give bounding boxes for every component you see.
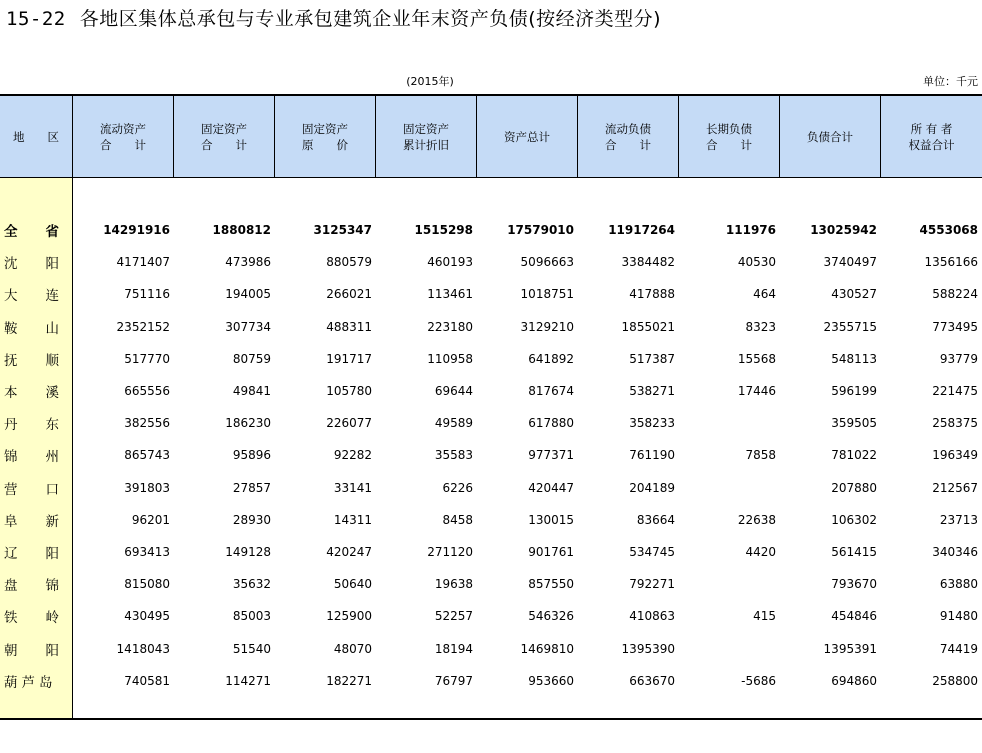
table-cell: 359505 xyxy=(831,416,877,431)
table-cell: 35583 xyxy=(434,448,473,463)
table-cell: 105780 xyxy=(326,384,372,399)
table-cell: 548113 xyxy=(831,351,877,366)
table-cell: 92282 xyxy=(333,448,372,463)
table-number: 15-22 xyxy=(6,8,66,30)
table-cell: 271120 xyxy=(427,544,473,559)
table-cell: 221475 xyxy=(932,384,978,399)
table-cell: 538271 xyxy=(629,384,675,399)
table-cell: 473986 xyxy=(225,255,271,270)
table-cell: 85003 xyxy=(232,609,271,624)
table-cell: 865743 xyxy=(124,448,170,463)
table-cell: 6226 xyxy=(442,480,473,495)
region-label xyxy=(0,472,72,504)
table-header xyxy=(0,96,982,178)
table-cell: 204189 xyxy=(629,480,675,495)
region-label-part: 全 xyxy=(4,224,18,241)
table-cell: 63880 xyxy=(939,577,978,592)
column-header: 长期负债 合 计 xyxy=(679,96,780,177)
table-cell: 751116 xyxy=(124,287,170,302)
table-cell: 3740497 xyxy=(823,255,877,270)
region-label-part: 锦 xyxy=(45,578,59,595)
table-cell: 815080 xyxy=(124,577,170,592)
table-cell: 74419 xyxy=(939,641,978,656)
table-cell: 1515298 xyxy=(414,223,473,238)
table-cell: 106302 xyxy=(831,512,877,527)
table-cell: 1469810 xyxy=(520,641,574,656)
region-label-part: 山 xyxy=(45,320,59,337)
region-label xyxy=(0,407,72,439)
region-column xyxy=(0,178,73,718)
region-label xyxy=(0,600,72,632)
column-header: 流动负债 合 计 xyxy=(578,96,679,177)
table-row xyxy=(73,246,982,278)
table-cell: 488311 xyxy=(326,319,372,334)
table-cell: 196349 xyxy=(932,448,978,463)
table-cell: 182271 xyxy=(326,673,372,688)
table-cell: 13025942 xyxy=(810,223,877,238)
table-cell: 420447 xyxy=(528,480,574,495)
table-cell: 454846 xyxy=(831,609,877,624)
region-label xyxy=(0,311,72,343)
region-label-part: 沈 xyxy=(4,256,18,273)
table-cell: 901761 xyxy=(528,544,574,559)
table-cell: 417888 xyxy=(629,287,675,302)
table-cell: 596199 xyxy=(831,384,877,399)
table-cell: 266021 xyxy=(326,287,372,302)
table-cell: 1418043 xyxy=(116,641,170,656)
column-header: 固定资产 原 价 xyxy=(275,96,376,177)
table-cell: 226077 xyxy=(326,416,372,431)
region-label-part: 岭 xyxy=(45,610,59,627)
table-cell: 8458 xyxy=(442,512,473,527)
table-cell: 817674 xyxy=(528,384,574,399)
table-cell: 18194 xyxy=(434,641,473,656)
table-cell: 50640 xyxy=(333,577,372,592)
table-cell: 693413 xyxy=(124,544,170,559)
table-cell: 561415 xyxy=(831,544,877,559)
region-label-part: 溪 xyxy=(45,385,59,402)
region-label-part: 营 xyxy=(4,481,18,498)
table-cell: 207880 xyxy=(831,480,877,495)
table-row xyxy=(73,407,982,439)
table-cell: 464 xyxy=(753,287,776,302)
table-row xyxy=(73,278,982,310)
table-row xyxy=(73,343,982,375)
region-label xyxy=(0,375,72,407)
table-cell: 517770 xyxy=(124,351,170,366)
table-cell: 11917264 xyxy=(608,223,675,238)
table-cell: 781022 xyxy=(831,448,877,463)
table-cell: 977371 xyxy=(528,448,574,463)
region-label-part: 口 xyxy=(45,481,59,498)
table-cell: 19638 xyxy=(434,577,473,592)
table-cell: 534745 xyxy=(629,544,675,559)
year-label: (2015年) xyxy=(406,75,454,88)
table-cell: 130015 xyxy=(528,512,574,527)
table-row xyxy=(73,311,982,343)
region-label-part: 朝 xyxy=(4,642,18,659)
table-cell: 773495 xyxy=(932,319,978,334)
table-cell: 546326 xyxy=(528,609,574,624)
region-label-part: 州 xyxy=(45,449,59,466)
table-cell: 93779 xyxy=(939,351,978,366)
table-row xyxy=(73,536,982,568)
table-cell: 95896 xyxy=(232,448,271,463)
region-label-part: 阜 xyxy=(4,513,18,530)
table-cell: 223180 xyxy=(427,319,473,334)
table-cell: 51540 xyxy=(232,641,271,656)
region-label xyxy=(0,439,72,471)
table-cell: 410863 xyxy=(629,609,675,624)
table-cell: 186230 xyxy=(225,416,271,431)
table-cell: 125900 xyxy=(326,609,372,624)
table-cell: 212567 xyxy=(932,480,978,495)
table-cell: 307734 xyxy=(225,319,271,334)
table-cell: 694860 xyxy=(831,673,877,688)
table-cell: 382556 xyxy=(124,416,170,431)
table-cell: 91480 xyxy=(939,609,978,624)
table-cell: 1880812 xyxy=(212,223,271,238)
table-cell: 1855021 xyxy=(621,319,675,334)
table-cell: 665556 xyxy=(124,384,170,399)
table-cell: 4171407 xyxy=(116,255,170,270)
unit-label: 单位：千元 xyxy=(923,75,978,88)
region-label-part: 连 xyxy=(45,288,59,305)
table-cell: 258375 xyxy=(932,416,978,431)
table-cell: 83664 xyxy=(636,512,675,527)
region-label-part: 锦 xyxy=(4,449,18,466)
column-header: 固定资产 累计折旧 xyxy=(376,96,477,177)
table-cell: 110958 xyxy=(427,351,473,366)
table-cell: 460193 xyxy=(427,255,473,270)
table-row xyxy=(73,632,982,664)
region-label xyxy=(0,343,72,375)
table-row xyxy=(73,214,982,246)
table-cell: 3384482 xyxy=(621,255,675,270)
column-header: 固定资产 合 计 xyxy=(174,96,275,177)
table-cell: 15568 xyxy=(737,351,776,366)
region-label xyxy=(0,504,72,536)
region-label-part: 新 xyxy=(45,513,59,530)
region-label-part: 鞍 xyxy=(4,320,18,337)
column-header: 所 有 者 权益合计 xyxy=(881,96,982,177)
region-label xyxy=(0,568,72,600)
table-cell: 430495 xyxy=(124,609,170,624)
table-cell: 69644 xyxy=(434,384,473,399)
table-cell: 194005 xyxy=(225,287,271,302)
column-header: 资产总计 xyxy=(477,96,578,177)
table-cell: 4420 xyxy=(745,544,776,559)
table-cell: 48070 xyxy=(333,641,372,656)
table-cell: 49589 xyxy=(434,416,473,431)
table-cell: 740581 xyxy=(124,673,170,688)
table-cell: 258800 xyxy=(932,673,978,688)
table-cell: 3125347 xyxy=(313,223,372,238)
data-rows xyxy=(73,178,982,718)
table-cell: 2352152 xyxy=(116,319,170,334)
table-row xyxy=(73,665,982,697)
region-label xyxy=(0,278,72,310)
region-label-part: 东 xyxy=(45,417,59,434)
column-header: 负债合计 xyxy=(780,96,881,177)
region-label-part: 盘 xyxy=(4,578,18,595)
table-title: 各地区集体总承包与专业承包建筑企业年末资产负债(按经济类型分) xyxy=(79,8,662,30)
table-cell: 27857 xyxy=(232,480,271,495)
table-cell: 22638 xyxy=(737,512,776,527)
table-cell: 80759 xyxy=(232,351,271,366)
region-label-part: 阳 xyxy=(45,256,59,273)
table-body xyxy=(0,178,982,720)
table-cell: 149128 xyxy=(225,544,271,559)
table-cell: 761190 xyxy=(629,448,675,463)
table-cell: 517387 xyxy=(629,351,675,366)
table-row xyxy=(73,600,982,632)
table-cell: 340346 xyxy=(932,544,978,559)
region-label xyxy=(0,246,72,278)
table-row xyxy=(73,568,982,600)
table-cell: 5096663 xyxy=(520,255,574,270)
region-label-part: 顺 xyxy=(45,352,59,369)
table-cell: 953660 xyxy=(528,673,574,688)
table-cell: 8323 xyxy=(745,319,776,334)
table-cell: 663670 xyxy=(629,673,675,688)
table-cell: 49841 xyxy=(232,384,271,399)
table-cell: 35632 xyxy=(232,577,271,592)
table-cell: 588224 xyxy=(932,287,978,302)
table-cell: 880579 xyxy=(326,255,372,270)
table-cell: 23713 xyxy=(939,512,978,527)
table-cell: 792271 xyxy=(629,577,675,592)
table-cell: -5686 xyxy=(741,673,776,688)
table-row xyxy=(73,472,982,504)
page-title xyxy=(6,6,661,32)
table-cell: 3129210 xyxy=(520,319,574,334)
table-cell: 14311 xyxy=(333,512,372,527)
table-cell: 857550 xyxy=(528,577,574,592)
table-cell: 1018751 xyxy=(520,287,574,302)
table-cell: 17446 xyxy=(737,384,776,399)
region-label xyxy=(0,632,72,664)
table-cell: 14291916 xyxy=(103,223,170,238)
table-row xyxy=(73,375,982,407)
region-label xyxy=(0,536,72,568)
region-label-part: 辽 xyxy=(4,545,18,562)
table-cell: 17579010 xyxy=(507,223,574,238)
table-row xyxy=(73,504,982,536)
table-cell: 617880 xyxy=(528,416,574,431)
region-label-part: 省 xyxy=(45,224,59,241)
table-cell: 28930 xyxy=(232,512,271,527)
table-cell: 111976 xyxy=(725,223,776,238)
table-cell: 113461 xyxy=(427,287,473,302)
column-header: 流动资产 合 计 xyxy=(73,96,174,177)
table-cell: 52257 xyxy=(434,609,473,624)
table-row xyxy=(73,439,982,471)
table-cell: 76797 xyxy=(434,673,473,688)
region-label-part: 葫芦岛 xyxy=(4,674,57,691)
table-cell: 96201 xyxy=(131,512,170,527)
region-label-part: 本 xyxy=(4,385,18,402)
region-label-part: 阳 xyxy=(45,642,59,659)
region-label xyxy=(0,665,72,697)
table-cell: 4553068 xyxy=(919,223,978,238)
table-cell: 415 xyxy=(753,609,776,624)
table-cell: 7858 xyxy=(745,448,776,463)
table-cell: 33141 xyxy=(333,480,372,495)
region-label-part: 抚 xyxy=(4,352,18,369)
table-cell: 40530 xyxy=(737,255,776,270)
region-label-part: 大 xyxy=(4,288,18,305)
table-cell: 641892 xyxy=(528,351,574,366)
region-label xyxy=(0,214,72,246)
table-cell: 358233 xyxy=(629,416,675,431)
region-label-part: 铁 xyxy=(4,610,18,627)
table-cell: 191717 xyxy=(326,351,372,366)
table-cell: 1395391 xyxy=(823,641,877,656)
table-cell: 114271 xyxy=(225,673,271,688)
region-label-part: 丹 xyxy=(4,417,18,434)
table-cell: 430527 xyxy=(831,287,877,302)
table-cell: 420247 xyxy=(326,544,372,559)
table-cell: 793670 xyxy=(831,577,877,592)
data-table xyxy=(0,94,982,720)
table-cell: 1395390 xyxy=(621,641,675,656)
table-cell: 391803 xyxy=(124,480,170,495)
table-cell: 2355715 xyxy=(823,319,877,334)
region-label-part: 阳 xyxy=(45,545,59,562)
table-cell: 1356166 xyxy=(924,255,978,270)
column-header-region: 地 区 xyxy=(0,96,73,177)
